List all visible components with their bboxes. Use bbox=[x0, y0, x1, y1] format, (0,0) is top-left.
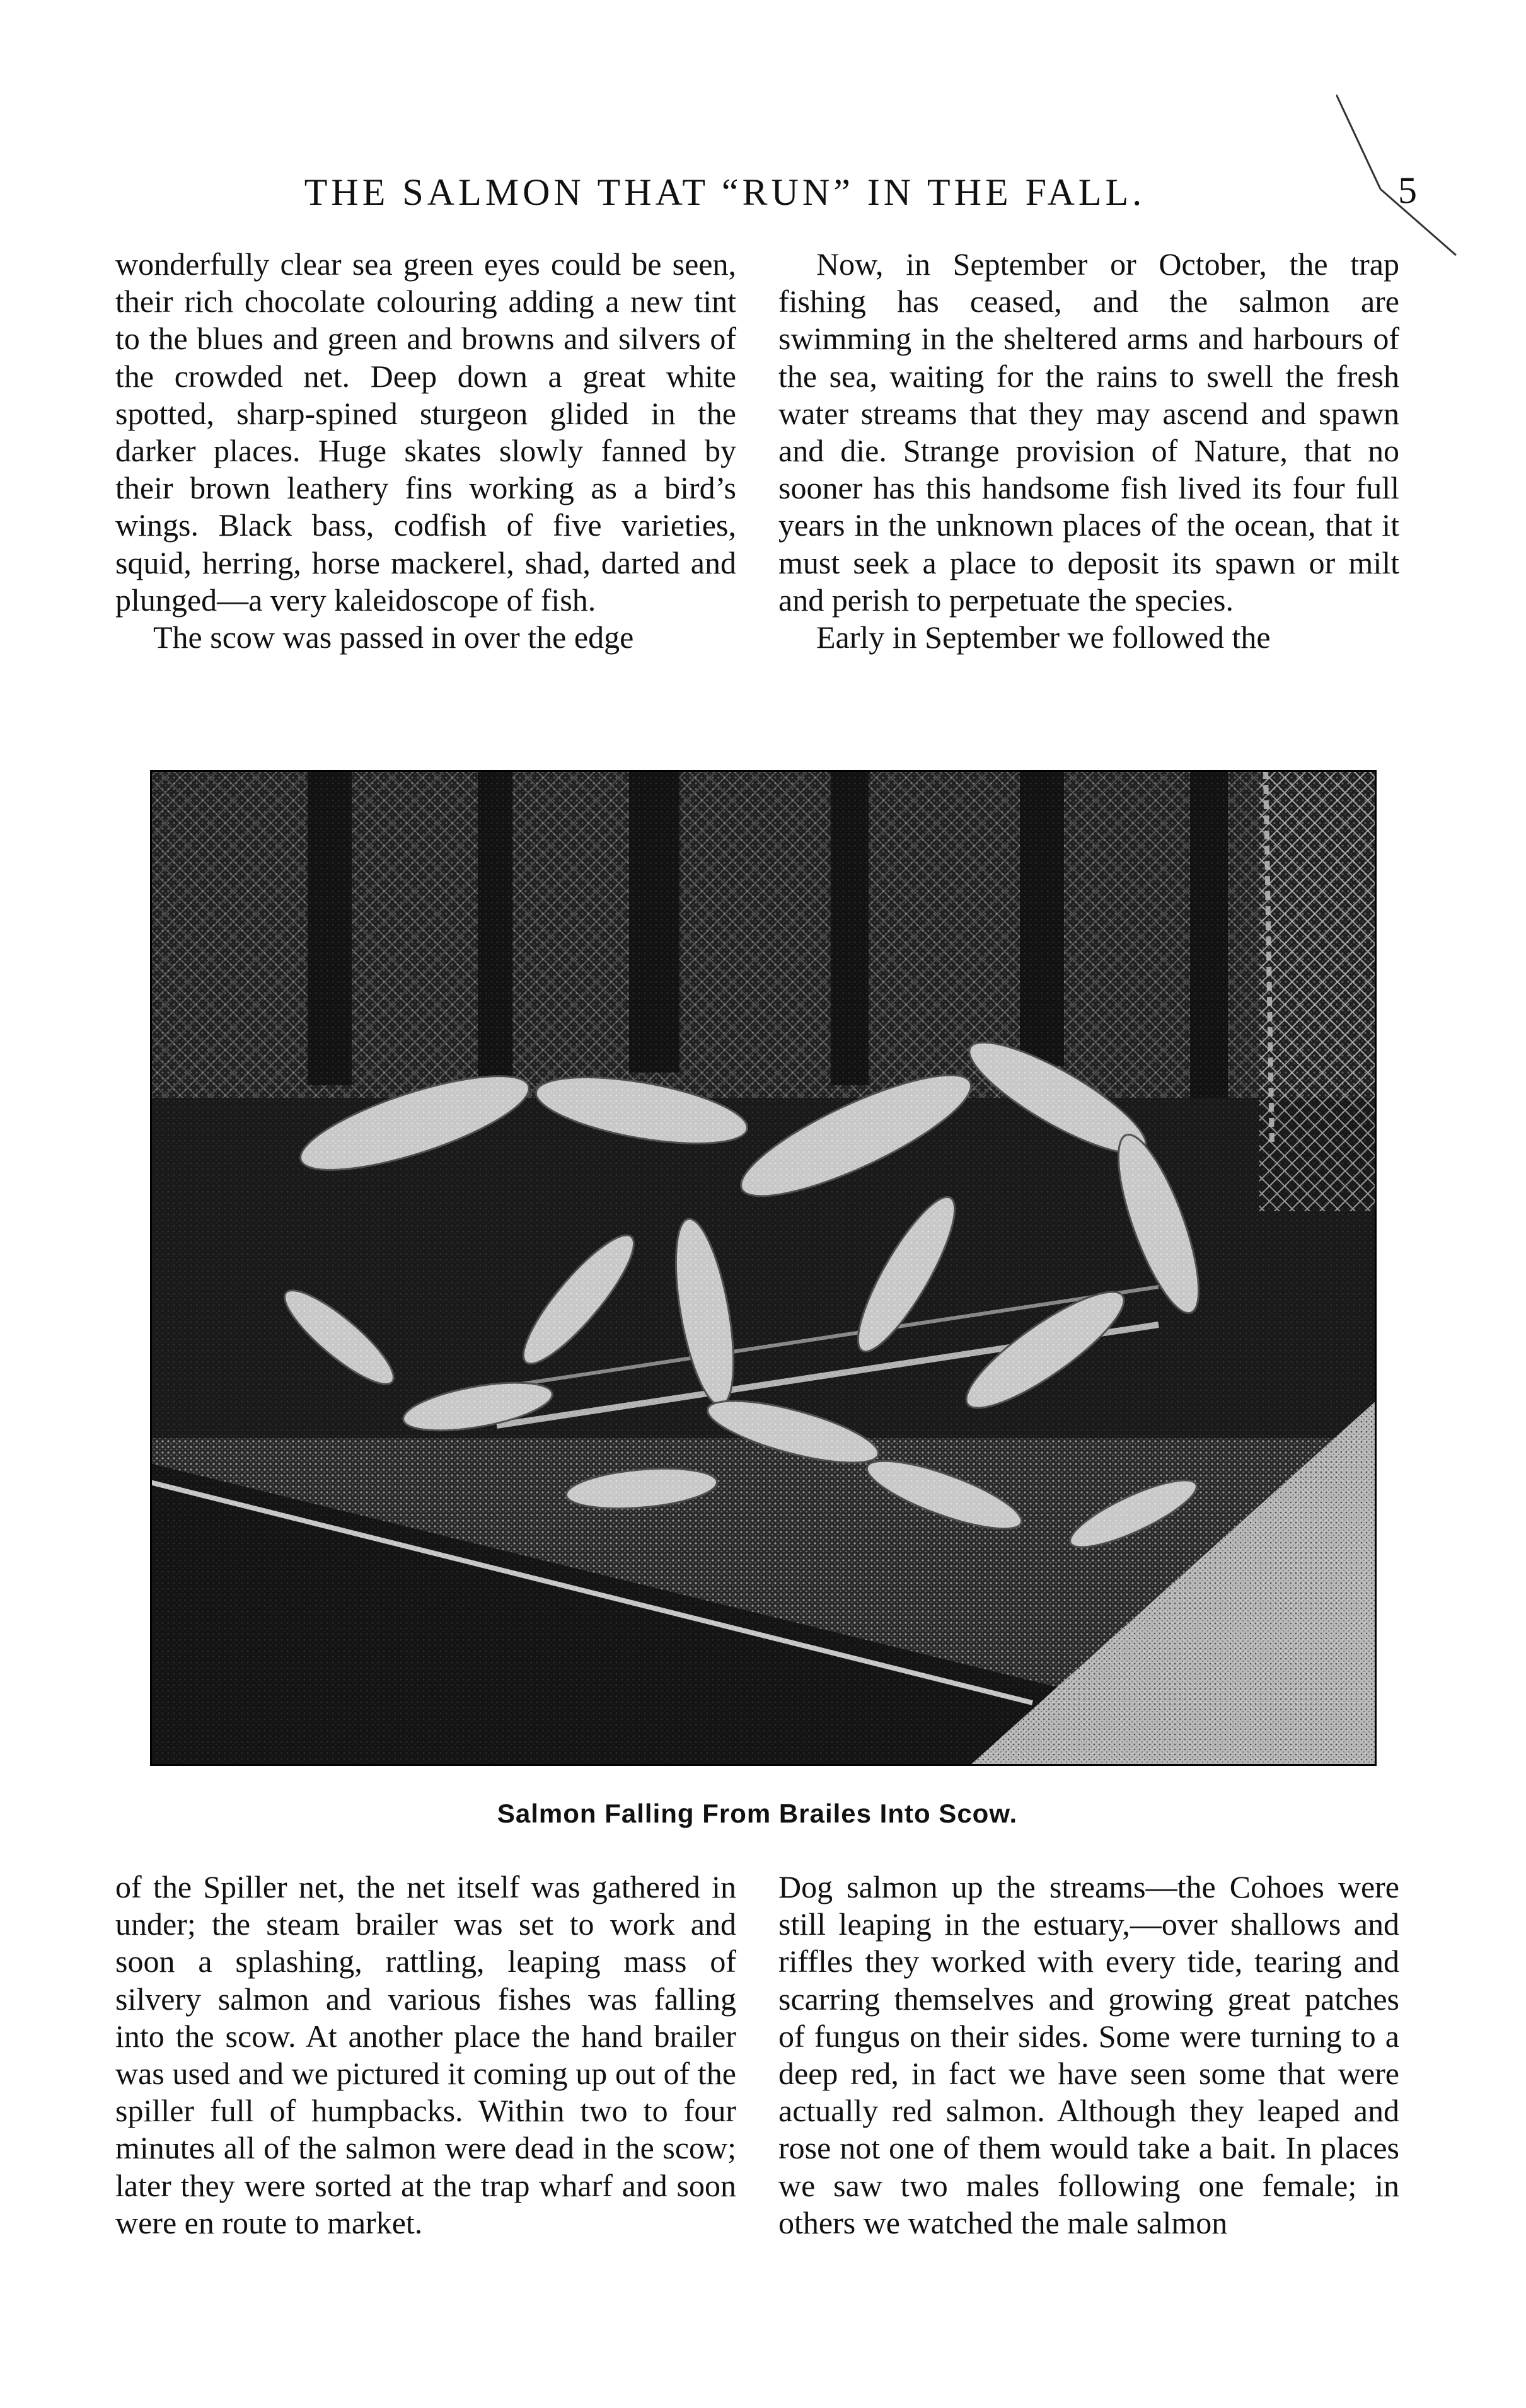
figure-caption: Salmon Falling From Brailes Into Scow. bbox=[497, 1799, 1018, 1828]
paragraph: of the Spiller net, the net itself was gathered in under; the steam brailer was set to work and soon a splashing, rattling, leaping mass of silvery salmon and various fishes was falling into the scow. At another place the hand brailer was used and we pictured it coming up out of the spiller full of humpbacks. Within two to four minutes all of the salmon were dead in the scow; later they were sorted at the trap wharf and soon were en route to market. bbox=[115, 1869, 736, 2240]
paragraph: The scow was passed in over the edge bbox=[153, 619, 634, 655]
paragraph: Early in September we followed the bbox=[816, 619, 1271, 655]
running-title: THE SALMON THAT “RUN” IN THE FALL. bbox=[304, 171, 1146, 213]
salmon-photograph bbox=[150, 770, 1377, 1766]
paragraph: Now, in September or October, the trap fishing has ceased, and the salmon are swimming in the sheltered arms and harbours of the sea, waiting for the rains to swell the fresh water streams that they may ascend and spawn and die. Strange provision of Nature, that no sooner has this handsome fish lived its four full years in the unknown places of the ocean, that it must seek a place to deposit its spawn or milt and perish to perpetuate the species. bbox=[778, 246, 1399, 618]
page-number: 5 bbox=[1398, 170, 1417, 211]
column-top-right bbox=[778, 246, 1399, 656]
column-bottom-right bbox=[778, 1869, 1399, 2242]
column-bottom-left bbox=[115, 1869, 736, 2242]
paragraph: wonderfully clear sea green eyes could be seen, their rich chocolate colouring adding a new tint to the blues and green and browns and silvers of the crowded net. Deep down a great white spotted, sharp-spined sturgeon glided in the darker places. Huge skates slowly fanned by their brown leathery fins working as a bird’s wings. Black bass, codfish of five varieties, squid, herring, horse mackerel, shad, darted and plunged—a very kaleidoscope of fish. bbox=[115, 246, 736, 618]
paragraph: Dog salmon up the streams—the Cohoes were still leaping in the estuary,—over shallows and riffles they worked with every tide, tearing and scarring themselves and growing great patches of fungus on their sides. Some were turning to a deep red, in fact we have seen some that were actually red salmon. Although they leaped and rose not one of them would take a bait. In places we saw two males following one female; in others we watched the male salmon bbox=[778, 1869, 1399, 2240]
column-top-left bbox=[115, 246, 736, 656]
pencil-corner-mark bbox=[1336, 95, 1462, 258]
halftone-photo-illustration bbox=[150, 770, 1377, 1766]
